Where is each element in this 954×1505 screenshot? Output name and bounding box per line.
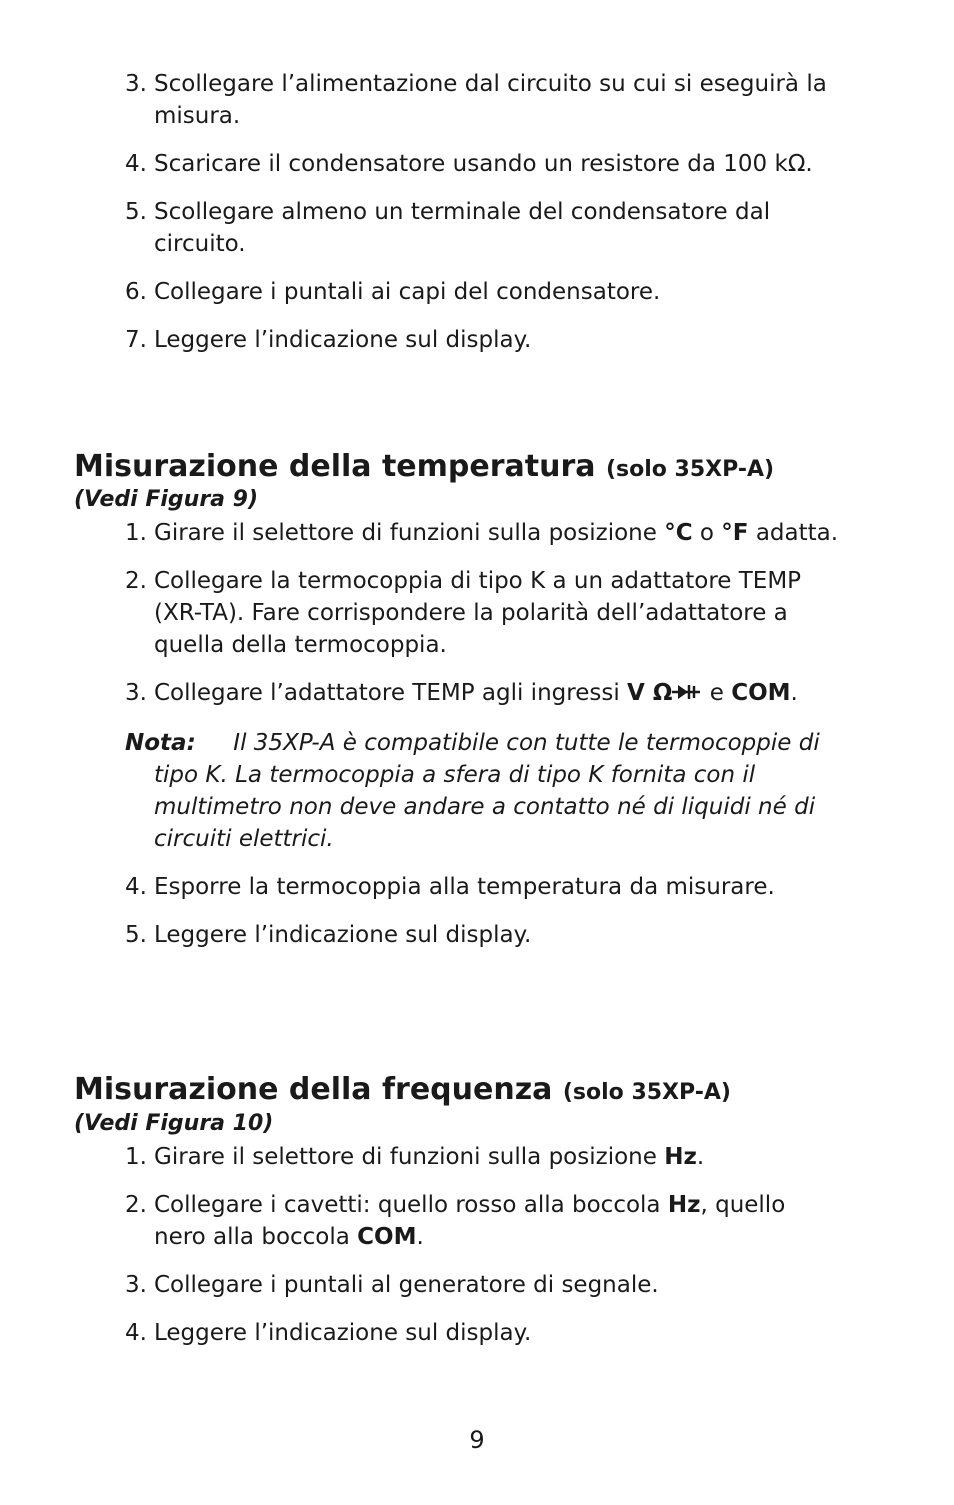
note [0, 727, 844, 855]
list-item [0, 565, 844, 661]
item-text: Leggere l’indicazione sul display. [154, 327, 532, 353]
item-text: Esporre la termocoppia alla temperatura da misurare. [154, 874, 775, 900]
hz-label: Hz [664, 1144, 697, 1170]
list-item [0, 677, 844, 711]
temperature-list [0, 517, 954, 967]
list-item [0, 871, 844, 903]
section-title: Misurazione della temperatura [74, 449, 596, 484]
note-text: Il 35XP-A è compatibile con tutte le termocoppie di tipo K. La termocoppia a sfera di tipo K fornita con il multimetro non deve andare a contatto né di liquidi né di circuiti elettrici. [154, 730, 820, 852]
section-qualifier: (solo 35XP-A) [562, 1080, 731, 1105]
item-text: . [416, 1224, 424, 1250]
item-text: . [805, 151, 813, 177]
figure-reference: (Vedi Figura 9) [74, 487, 259, 512]
input-terminal-label: V Ω [627, 680, 673, 706]
list-item [0, 68, 844, 132]
item-text: Leggere l’indicazione sul display. [154, 922, 532, 948]
item-number: 2. [125, 1192, 147, 1218]
list-item [0, 324, 844, 356]
page-number: 9 [469, 1426, 485, 1454]
figure-reference: (Vedi Figura 10) [74, 1111, 274, 1136]
unit-fahrenheit: °F [721, 520, 749, 546]
com-label: COM [357, 1224, 417, 1250]
item-text: . [696, 1144, 705, 1170]
section-title: Misurazione della frequenza [74, 1072, 553, 1107]
section-heading-temperature [74, 449, 774, 488]
item-text: Scaricare il condensatore usando un resistore da 100 k [154, 151, 788, 177]
list-item [0, 1317, 844, 1349]
item-number: 4. [125, 874, 147, 900]
com-label: COM [731, 680, 791, 706]
item-number: 1. [125, 520, 147, 546]
item-number: 6. [125, 279, 147, 305]
item-number: 7. [125, 327, 147, 353]
item-text: Collegare l’adattatore TEMP agli ingressi [154, 680, 628, 706]
item-text: . [790, 680, 798, 706]
item-text: o [692, 520, 722, 546]
item-number: 4. [125, 1320, 147, 1346]
list-item [0, 196, 844, 260]
note-label: Nota: [125, 730, 196, 756]
unit-celsius: °C [664, 520, 693, 546]
item-number: 2. [125, 568, 147, 594]
item-number: 3. [125, 1272, 147, 1298]
item-text: Scollegare almeno un terminale del condensatore dal circuito. [154, 199, 771, 257]
item-text: Scollegare l’alimentazione dal circuito su cui si eseguirà la misura. [154, 71, 827, 129]
item-number: 3. [125, 71, 147, 97]
intro-list [0, 68, 954, 372]
list-item [0, 919, 844, 951]
list-item [0, 517, 844, 549]
item-text: Collegare i puntali al generatore di segnale. [154, 1272, 659, 1298]
list-item [0, 1269, 844, 1301]
item-number: 3. [125, 680, 147, 706]
item-text: Leggere l’indicazione sul display. [154, 1320, 532, 1346]
item-text: Collegare i cavetti: quello rosso alla boccola [154, 1192, 668, 1218]
ohm-symbol: Ω [787, 151, 806, 177]
section-heading-frequency [74, 1072, 731, 1111]
item-text: Girare il selettore di funzioni sulla posizione [154, 520, 665, 546]
item-text: , quello nero alla boccola [154, 1192, 786, 1250]
item-text: Collegare la termocoppia di tipo K a un adattatore TEMP (XR-TA). Fare corrispondere la polarità dell’adattatore a quella della termocoppia. [154, 568, 802, 658]
frequency-list [0, 1141, 954, 1365]
item-number: 5. [125, 922, 147, 948]
item-text: adatta. [748, 520, 839, 546]
item-text: Collegare i puntali ai capi del condensatore. [154, 279, 661, 305]
list-item [0, 276, 844, 308]
item-text: e [702, 680, 732, 706]
list-item [0, 1189, 844, 1253]
section-qualifier: (solo 35XP-A) [605, 457, 775, 482]
list-item [0, 1141, 844, 1173]
item-number: 4. [125, 151, 147, 177]
list-item [0, 148, 844, 180]
item-number: 5. [125, 199, 147, 225]
item-text: Girare il selettore di funzioni sulla posizione [154, 1144, 665, 1170]
item-number: 1. [125, 1144, 147, 1170]
hz-label: Hz [667, 1192, 701, 1218]
diode-icon [672, 679, 702, 711]
